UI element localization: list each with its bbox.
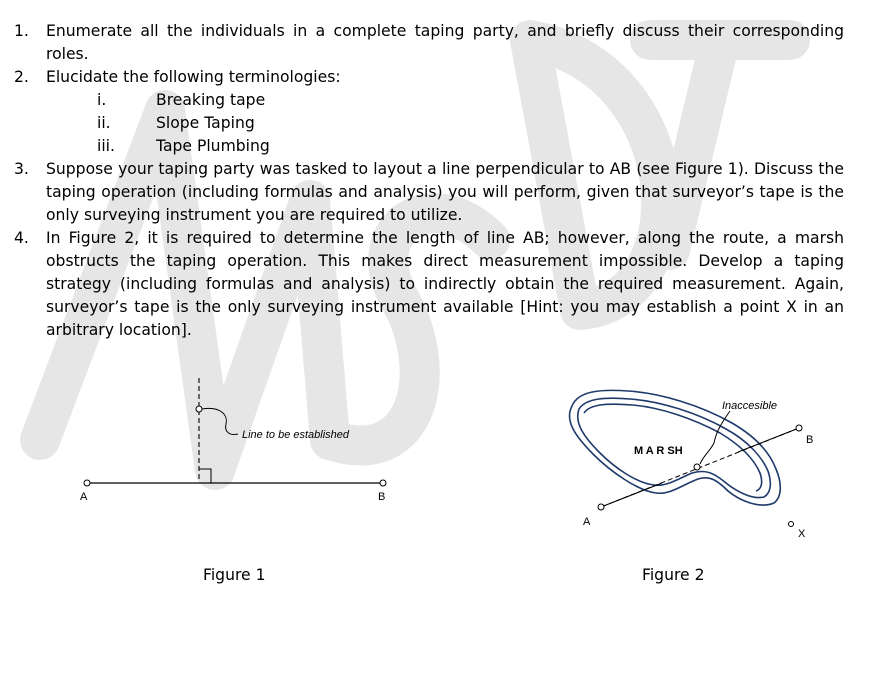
- question-number: 4.: [14, 229, 29, 247]
- line-b-segment: [738, 428, 799, 452]
- figure-2-caption: Figure 2: [642, 566, 705, 584]
- question-4: [14, 227, 844, 342]
- terminology-item: [46, 89, 844, 112]
- terminology-text: Breaking tape: [156, 91, 266, 109]
- question-text: In Figure 2, it is required to determine the length of line AB; however, along the route, a marsh obstructs the taping operation. This makes direct measurement impossible. Develop a taping strategy (including formulas and analysis) to indirectly obtain the required measurement. Again, surveyor’s tape is the only surveying instrument available [Hint: you may establish a point X in an arbitrary location].: [46, 229, 844, 339]
- label-b: B: [806, 434, 814, 446]
- question-number: 1.: [14, 22, 29, 40]
- question-text: Enumerate all the individuals in a complete taping party, and briefly discuss their corresponding roles.: [46, 22, 844, 63]
- point-b: [796, 425, 802, 431]
- point-a: [598, 504, 604, 510]
- line-a-segment: [601, 483, 662, 507]
- question-2: [14, 66, 844, 158]
- figure-1-caption: Figure 1: [203, 566, 266, 584]
- question-number: 3.: [14, 160, 29, 178]
- terminology-list: [46, 89, 844, 158]
- terminology-item: [46, 135, 844, 158]
- figure-1-diagram: [70, 372, 400, 512]
- watermark-text: MSDT: [40, 600, 43, 601]
- point-a: [84, 480, 90, 486]
- label-a: A: [80, 491, 88, 503]
- question-text: Suppose your taping party was tasked to layout a line perpendicular to AB (see Figure 1). Discuss the taping operation (including formulas and analysis) you will perform, given that surveyor’s tape is the only surveying instrument you are required to utilize.: [46, 160, 844, 224]
- inaccessible-point: [694, 464, 700, 470]
- figure-2-diagram: [560, 385, 820, 545]
- annotation-inaccessible: Inaccesible: [722, 400, 778, 412]
- marsh-label: M A R SH: [634, 445, 683, 457]
- question-1: [14, 20, 844, 66]
- right-angle-marker: [199, 469, 211, 483]
- terminology-text: Tape Plumbing: [156, 137, 270, 155]
- label-x: X: [798, 528, 806, 540]
- terminology-item: [46, 112, 844, 135]
- annotation-line-to-be-established: Line to be established: [242, 429, 350, 441]
- question-text: Elucidate the following terminologies:: [46, 68, 341, 86]
- perpendicular-point: [196, 406, 202, 412]
- question-number: 2.: [14, 68, 29, 86]
- leader-line: [202, 408, 238, 434]
- point-x: [789, 522, 794, 527]
- roman-numeral: i.: [97, 91, 107, 109]
- label-b: B: [378, 491, 386, 503]
- point-b: [380, 480, 386, 486]
- question-list: [14, 20, 844, 342]
- roman-numeral: iii.: [97, 137, 115, 155]
- question-3: [14, 158, 844, 227]
- roman-numeral: ii.: [97, 114, 111, 132]
- terminology-text: Slope Taping: [156, 114, 255, 132]
- label-a: A: [583, 516, 591, 528]
